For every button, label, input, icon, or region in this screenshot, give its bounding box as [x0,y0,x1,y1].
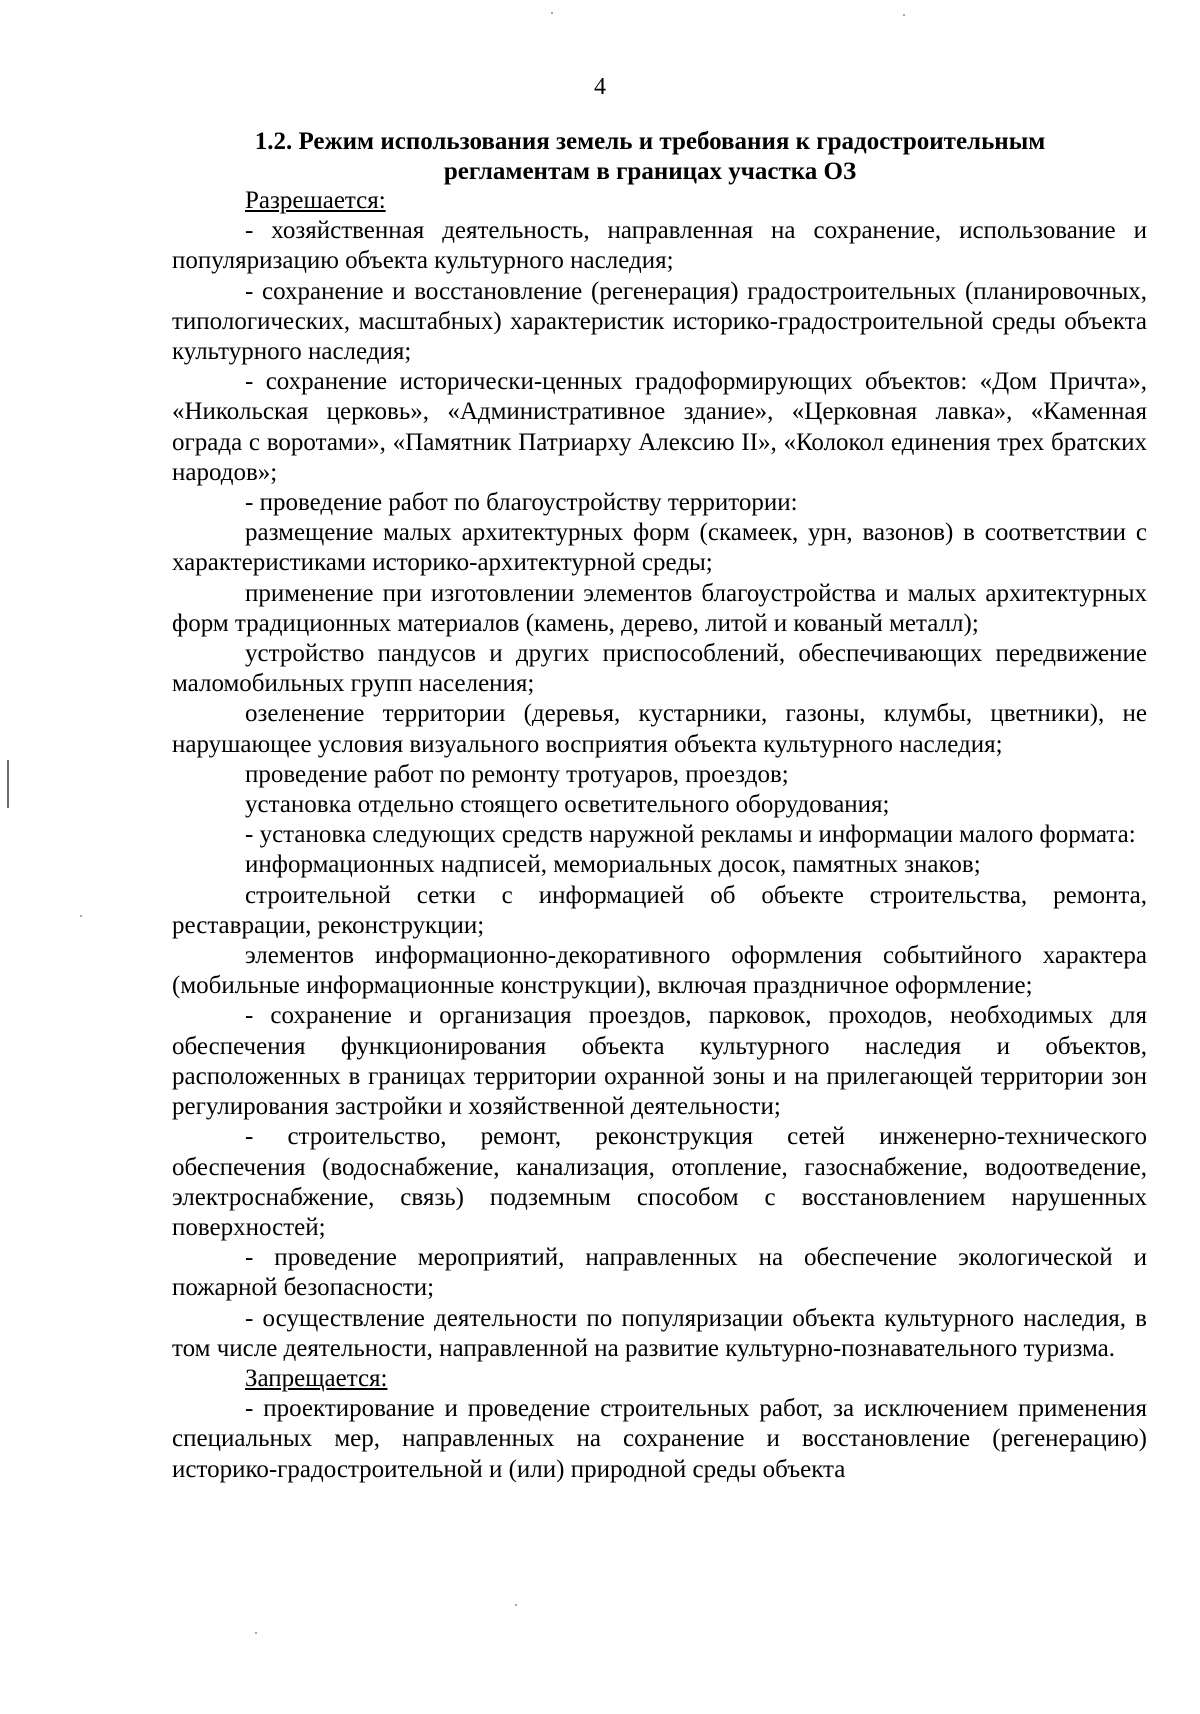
allowed-item: - сохранение исторически-ценных градоформирующих объектов: «Дом Причта», «Никольская церковь», «Административное здание», «Церковная лавка», «Каменная ограда с воротами», «Памятник Патриарху Алексию II», «Колокол единения трех братских народов»; [172,368,1147,486]
allowed-item: - проведение работ по благоустройству территории: [245,489,798,517]
allowed-item: - осуществление деятельности по популяризации объекта культурного наследия, в том числе деятельности, направленной на развитие культурно-познавательного туризма. [172,1304,1147,1362]
allowed-item: размещение малых архитектурных форм (скамеек, урн, вазонов) в соответствии с характеристиками историко-архитектурной среды; [172,519,1147,577]
scan-speck [255,1632,257,1634]
prohibited-item: - проектирование и проведение строительных работ, за исключением применения специальных мер, направленных на сохранение и восстановление (регенерацию) историко-градостроительной и (или) природной среды объекта [172,1395,1147,1483]
allowed-item: - сохранение и восстановление (регенерация) градостроительных (планировочных, типологических, масштабных) характеристик историко-градостроительной среды объекта культурного наследия; [172,277,1147,366]
scan-speck [80,915,82,917]
scan-margin-mark [7,760,9,808]
allowed-item: установка отдельно стоящего осветительного оборудования; [245,791,890,819]
prohibited-label: Запрещается: [245,1364,388,1392]
heading-line: 1.2. Режим использования земель и требования к градостроительным [254,128,1046,155]
allowed-item: информационных надписей, мемориальных досок, памятных знаков; [245,851,981,879]
page-number: 4 [594,74,606,100]
allowed-item: - сохранение и организация проездов, парковок, проходов, необходимых для обеспечения функционирования объекта культурного наследия и объектов, расположенных в границах территории охранной зоны и на прилегающей территории зон регулирования застройки и хозяйственной деятельности; [172,1002,1147,1121]
allowed-item: применение при изготовлении элементов благоустройства и малых архитектурных форм традиционных материалов (камень, дерево, литой и кованый металл); [172,579,1147,637]
scan-speck [515,1604,517,1606]
allowed-label: Разрешается: [245,187,386,214]
allowed-item: - хозяйственная деятельность, направленная на сохранение, использование и популяризацию объекта культурного наследия; [172,217,1147,275]
allowed-item: озеленение территории (деревья, кустарники, газоны, клумбы, цветники), не нарушающее условия визуального восприятия объекта культурного наследия; [172,700,1147,758]
allowed-item: элементов информационно-декоративного оформления событийного характера (мобильные информационные конструкции), включая праздничное оформление; [172,942,1147,1000]
allowed-item: проведение работ по ремонту тротуаров, проездов; [245,760,789,788]
allowed-item: - проведение мероприятий, направленных на обеспечение экологической и пожарной безопасности; [172,1244,1147,1302]
heading-line: регламентам в границах участка ОЗ [443,158,857,185]
section-heading [230,127,1070,187]
scan-speck [551,12,553,14]
allowed-item: - установка следующих средств наружной рекламы и информации малого формата: [245,821,1136,849]
scan-speck [903,14,905,16]
allowed-item: - строительство, ремонт, реконструкция сетей инженерно-технического обеспечения (водоснабжение, канализация, отопление, газоснабжение, водоотведение, электроснабжение, связь) подземным способом с восстановлением нарушенных поверхностей; [172,1123,1147,1241]
allowed-item: строительной сетки с информацией об объекте строительства, ремонта, реставрации, реконструкции; [172,881,1147,939]
document-body [172,186,1147,1485]
allowed-item: устройство пандусов и других приспособлений, обеспечивающих передвижение маломобильных групп населения; [172,640,1147,698]
